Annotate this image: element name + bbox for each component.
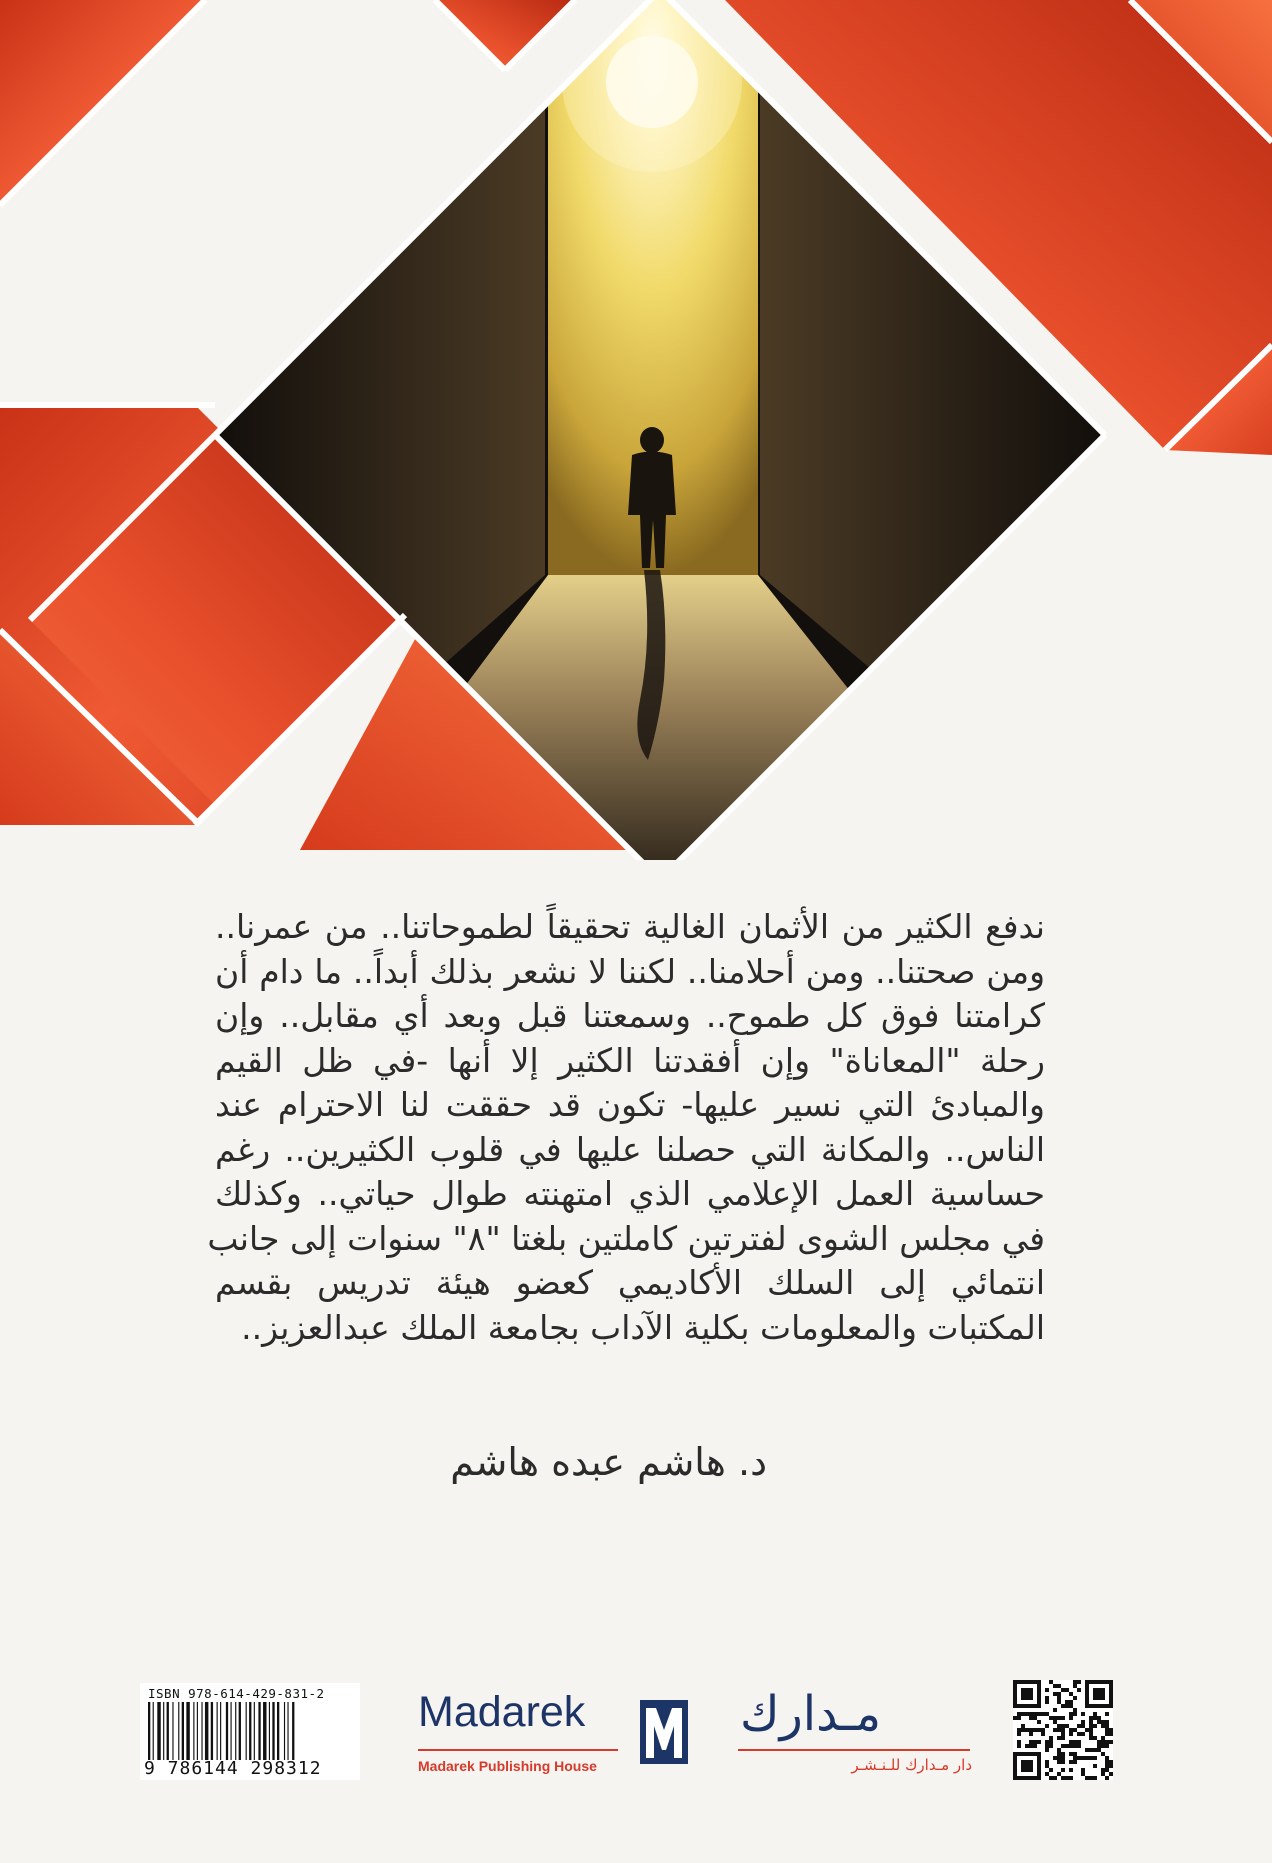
barcode-icon (148, 1702, 358, 1760)
publisher-m-logo-icon (640, 1700, 688, 1764)
blurb-line: حساسية العمل الإعلامي الذي امتهنته طوال حياتي.. وكذلك (215, 1174, 1045, 1213)
blurb-line: المكتبات والمعلومات بكلية الآداب بجامعة الملك عبدالعزيز.. (241, 1307, 1045, 1347)
barcode-digits: 9 786144 298312 (144, 1758, 322, 1779)
blurb-line: والمبادئ التي نسير عليها- تكون قد حققت لنا الاحترام عند (215, 1085, 1045, 1124)
blurb-line: كرامتنا فوق كل طموح.. وسمعتنا قبل وبعد أي مقابل.. وإن (215, 996, 1045, 1035)
cover-artwork (0, 0, 1272, 860)
blurb-line: ندفع الكثير من الأثمان الغالية تحقيقاً لطموحاتنا.. من عمرنا.. (215, 907, 1045, 946)
publisher-subtitle-arabic: دار مـدارك للـنـشـر (851, 1756, 972, 1774)
back-cover-blurb (207, 905, 1045, 1350)
blurb-line: رحلة "المعاناة" وإن أفقدتنا الكثير إلا أنها -في ظل القيم (215, 1040, 1045, 1080)
publisher-subtitle-latin: Madarek Publishing House (418, 1758, 597, 1774)
publisher-name-latin: Madarek (418, 1688, 586, 1736)
publisher-name-arabic: مـدارك (740, 1686, 882, 1742)
blurb-line: في مجلس الشوى لفترتين كاملتين بلغتا "٨" سنوات إلى جانب (207, 1218, 1045, 1258)
blurb-line: انتمائي إلى السلك الأكاديمي كعضو هيئة تدريس بقسم (215, 1263, 1045, 1302)
author-name: د. هاشم عبده هاشم (450, 1440, 767, 1484)
publisher-underline (418, 1749, 618, 1751)
publisher-underline (738, 1749, 970, 1751)
qr-code-icon (1013, 1680, 1113, 1780)
blurb-line: ومن صحتنا.. ومن أحلامنا.. لكننا لا نشعر بذلك أبداً.. ما دام أن (215, 951, 1045, 991)
blurb-line: الناس.. والمكانة التي حصلنا عليها في قلوب الكثيرين.. رغم (215, 1129, 1045, 1169)
isbn-label: ISBN 978-614-429-831-2 (148, 1686, 325, 1701)
